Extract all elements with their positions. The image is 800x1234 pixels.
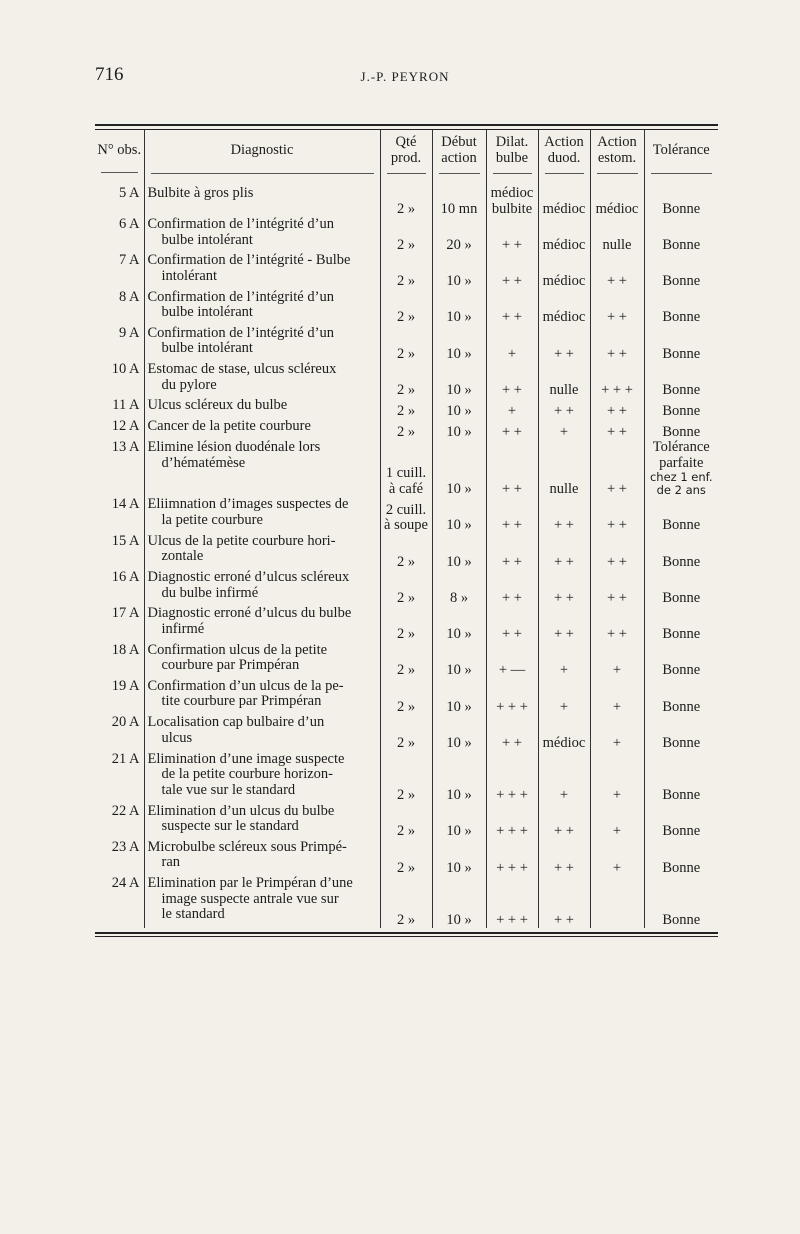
action-estom-cell: + — [590, 840, 644, 876]
dilat-cell: + + — [486, 440, 538, 497]
diagnostic-cell — [144, 497, 380, 533]
obs-number-cell: 23 A — [111, 838, 140, 855]
debut-cell: 8 » — [432, 570, 486, 606]
action-duod-cell: + — [538, 419, 590, 440]
diagnostic-line: Ulcus de la petite courbure hori- — [147, 532, 336, 549]
diagnostic-line: Confirmation de l’intégrité d’un — [147, 216, 334, 232]
obs-number-cell: 14 A — [111, 496, 140, 513]
obs-number-cell: 10 A — [111, 361, 140, 378]
action-duod-cell: médioc — [538, 290, 590, 326]
obs-number-cell: 11 A — [112, 397, 140, 414]
tolerance-note: chez 1 enf. de 2 ans — [649, 470, 713, 498]
debut-cell: 10 » — [432, 290, 486, 326]
debut-cell: 10 » — [432, 876, 486, 928]
diagnostic-line: infirmé — [161, 620, 205, 637]
debut-cell: 10 » — [432, 419, 486, 440]
header-tolerance: Tolérance — [644, 130, 718, 172]
action-duod-cell: + + — [538, 534, 590, 570]
header-diagnostic: Diagnostic — [144, 130, 380, 172]
qte-cell: 2 » — [380, 253, 432, 289]
tolerance-text: Bonne — [662, 698, 701, 715]
diagnostic-line: courbure par Primpéran — [161, 657, 300, 674]
action-estom-cell: + + — [590, 606, 644, 642]
diagnostic-line: Microbulbe scléreux sous Primpé- — [147, 838, 347, 855]
debut-cell: 10 » — [432, 606, 486, 642]
table-row — [95, 186, 718, 217]
action-duod-cell: nulle — [538, 440, 590, 497]
debut-cell: 10 » — [432, 497, 486, 533]
table-header-row — [95, 130, 718, 172]
action-duod-cell: + + — [538, 840, 590, 876]
diagnostic-cell — [144, 398, 380, 419]
debut-cell: 10 » — [432, 752, 486, 804]
action-estom-cell: + + — [590, 290, 644, 326]
dilat-cell: + — — [486, 643, 538, 679]
diagnostic-line: suspecte sur le standard — [161, 818, 299, 835]
action-estom-cell: + + — [590, 326, 644, 362]
action-estom-cell: médioc — [590, 186, 644, 217]
diagnostic-line: intolérant — [161, 267, 218, 284]
separator-cell — [538, 172, 590, 186]
diagnostic-line: du bulbe infirmé — [161, 584, 259, 601]
diagnostic-line: Confirmation de l’intégrité d’un — [147, 288, 334, 305]
diagnostic-line: Ulcus scléreux du bulbe — [147, 397, 288, 414]
qte-cell: 2 » — [380, 679, 432, 715]
tolerance-text: Bonne — [662, 823, 701, 840]
dilat-cell: + + + — [486, 840, 538, 876]
table-row — [95, 840, 718, 876]
qte-cell: 2 » — [380, 570, 432, 606]
tolerance-text: Bonne — [662, 273, 701, 290]
table-top-rule — [95, 124, 718, 126]
obs-number-cell: 5 A — [118, 185, 140, 201]
obs-number-cell: 22 A — [111, 802, 140, 819]
qte-cell: 2 » — [380, 326, 432, 362]
diagnostic-line: du pylore — [161, 376, 217, 393]
action-duod-cell: médioc — [538, 253, 590, 289]
diagnostic-line: Confirmation de l’intégrité d’un — [147, 324, 334, 341]
diagnostic-line: le standard — [161, 906, 225, 923]
table-bottom-rule-thin — [95, 936, 718, 937]
tolerance-cell — [644, 440, 718, 497]
tolerance-cell — [644, 419, 718, 440]
diagnostic-line: zontale — [161, 548, 204, 565]
page-number: 716 — [95, 64, 124, 85]
qte-cell: 2 » — [380, 752, 432, 804]
separator-line — [439, 173, 480, 186]
tolerance-text: Bonne — [662, 589, 701, 606]
tolerance-cell — [644, 497, 718, 533]
dilat-cell: + + — [486, 534, 538, 570]
tolerance-cell — [644, 876, 718, 928]
tolerance-text: Bonne — [662, 553, 701, 570]
diagnostic-line: Confirmation de l’intégrité - Bulbe — [147, 252, 351, 269]
diagnostic-cell — [144, 534, 380, 570]
tolerance-cell — [644, 606, 718, 642]
action-estom-cell: + — [590, 752, 644, 804]
action-duod-cell: + + — [538, 326, 590, 362]
action-duod-cell: + — [538, 643, 590, 679]
diagnostic-line: d’hématémèse — [161, 454, 246, 471]
debut-cell: 10 » — [432, 253, 486, 289]
tolerance-text: Bonne — [662, 345, 701, 362]
dilat-cell: + + — [486, 217, 538, 253]
obs-number-cell: 6 A — [118, 216, 140, 232]
diagnostic-line: Elimination d’un ulcus du bulbe — [147, 802, 335, 819]
qte-cell: 2 » — [380, 643, 432, 679]
obs-number-cell: 13 A — [111, 439, 140, 456]
table-row — [95, 253, 718, 289]
diagnostic-line: image suspecte antrale vue sur — [161, 890, 339, 907]
obs-number-cell: 15 A — [111, 532, 140, 549]
table-row — [95, 752, 718, 804]
table-row — [95, 606, 718, 642]
table-row — [95, 643, 718, 679]
tolerance-text: Bonne — [662, 735, 701, 752]
debut-cell: 10 » — [432, 804, 486, 840]
action-estom-cell: + + — [590, 253, 644, 289]
table-row — [95, 398, 718, 419]
table-bottom-rule — [95, 932, 718, 934]
debut-cell: 10 » — [432, 362, 486, 398]
action-estom-cell: + + — [590, 419, 644, 440]
header-dilat: Dilat. bulbe — [486, 130, 538, 172]
diagnostic-line: la petite courbure — [161, 511, 263, 528]
tolerance-text: Bonne — [662, 626, 701, 643]
action-duod-cell: + + — [538, 398, 590, 419]
tolerance-cell — [644, 253, 718, 289]
separator-cell — [144, 172, 380, 186]
observations-table — [95, 130, 718, 928]
qte-cell: 2 » — [380, 840, 432, 876]
tolerance-text: Bonne — [662, 911, 701, 928]
tolerance-cell — [644, 643, 718, 679]
action-estom-cell: + — [590, 643, 644, 679]
header-debut: Début action — [432, 130, 486, 172]
diagnostic-line: Estomac de stase, ulcus scléreux — [147, 361, 337, 378]
header-action-duod: Action duod. — [538, 130, 590, 172]
action-duod-cell: + + — [538, 876, 590, 928]
obs-number-cell: 24 A — [111, 875, 140, 892]
tolerance-text: Bonne — [662, 423, 701, 440]
diagnostic-line: Elimination par le Primpéran d’une — [147, 875, 353, 892]
tolerance-text: Tolérance parfaite — [652, 439, 710, 471]
header-no: N° obs. — [97, 142, 142, 158]
action-estom-cell: + — [590, 804, 644, 840]
diagnostic-line: Confirmation d’un ulcus de la pe- — [147, 677, 344, 694]
table-row — [95, 715, 718, 751]
qte-cell: 1 cuill. à café — [380, 440, 432, 497]
action-duod-cell: + — [538, 679, 590, 715]
separator-cell — [432, 172, 486, 186]
diagnostic-line: Bulbite à gros plis — [147, 185, 254, 201]
separator-cell — [95, 172, 144, 186]
action-duod-cell: + — [538, 752, 590, 804]
action-estom-cell: + + — [590, 570, 644, 606]
header-qte: Qté prod. — [380, 130, 432, 172]
obs-number-cell: 16 A — [111, 569, 140, 586]
diagnostic-line: Diagnostic erroné d’ulcus du bulbe — [147, 605, 352, 622]
qte-cell: 2 » — [380, 362, 432, 398]
diagnostic-cell — [144, 715, 380, 751]
separator-line — [101, 172, 138, 185]
diagnostic-line: Confirmation ulcus de la petite — [147, 641, 328, 658]
dilat-cell: + — [486, 398, 538, 419]
diagnostic-line: Elimine lésion duodénale lors — [147, 439, 321, 456]
action-duod-cell: nulle — [538, 362, 590, 398]
tolerance-text: Bonne — [662, 859, 701, 876]
dilat-cell: + + + — [486, 752, 538, 804]
table-row — [95, 534, 718, 570]
action-estom-cell: nulle — [590, 217, 644, 253]
dilat-cell: + — [486, 326, 538, 362]
table-row — [95, 419, 718, 440]
action-duod-cell: médioc — [538, 186, 590, 217]
action-estom-cell: + + — [590, 398, 644, 419]
action-estom-cell: + + — [590, 440, 644, 497]
debut-cell: 10 » — [432, 679, 486, 715]
dilat-cell: + + — [486, 419, 538, 440]
obs-number-cell: 7 A — [118, 252, 140, 269]
dilat-cell: + + — [486, 715, 538, 751]
debut-cell: 10 mn — [432, 186, 486, 217]
qte-cell: 2 » — [380, 186, 432, 217]
table-row — [95, 326, 718, 362]
table-row — [95, 440, 718, 497]
header-action-estom: Action estom. — [590, 130, 644, 172]
running-head: J.-P. PEYRON — [360, 69, 450, 84]
dilat-cell: + + — [486, 570, 538, 606]
separator-line — [387, 173, 426, 186]
diagnostic-cell — [144, 679, 380, 715]
debut-cell: 10 » — [432, 715, 486, 751]
tolerance-cell — [644, 362, 718, 398]
diagnostic-cell — [144, 840, 380, 876]
diagnostic-line: Diagnostic erroné d’ulcus scléreux — [147, 569, 350, 586]
table-row — [95, 362, 718, 398]
debut-cell: 10 » — [432, 440, 486, 497]
obs-number-cell: 19 A — [111, 677, 140, 694]
obs-number-cell: 18 A — [111, 641, 140, 658]
tolerance-text: Bonne — [662, 236, 701, 253]
tolerance-text: Bonne — [662, 787, 701, 804]
separator-line — [651, 173, 713, 186]
action-duod-cell: + + — [538, 570, 590, 606]
tolerance-cell — [644, 570, 718, 606]
diagnostic-cell — [144, 643, 380, 679]
action-estom-cell: + + + — [590, 362, 644, 398]
tolerance-cell — [644, 679, 718, 715]
tolerance-text: Bonne — [662, 517, 701, 534]
table-row — [95, 679, 718, 715]
debut-cell: 10 » — [432, 643, 486, 679]
separator-cell — [644, 172, 718, 186]
obs-number-cell: 8 A — [118, 288, 140, 305]
diagnostic-cell — [144, 186, 380, 217]
action-duod-cell: + + — [538, 497, 590, 533]
diagnostic-line: Eliimnation d’images suspectes de — [147, 496, 349, 513]
tolerance-text: Bonne — [662, 662, 701, 679]
dilat-cell: + + — [486, 497, 538, 533]
tolerance-text: Bonne — [662, 381, 701, 398]
diagnostic-cell — [144, 217, 380, 253]
tolerance-text: Bonne — [662, 200, 701, 217]
obs-number-cell: 20 A — [111, 714, 140, 731]
tolerance-cell — [644, 715, 718, 751]
dilat-cell: + + + — [486, 679, 538, 715]
diagnostic-cell — [144, 876, 380, 928]
table-row — [95, 290, 718, 326]
obs-number-cell: 12 A — [111, 418, 140, 435]
diagnostic-line: Localisation cap bulbaire d’un — [147, 714, 325, 731]
dilat-cell: + + — [486, 290, 538, 326]
diagnostic-line: bulbe intolérant — [161, 304, 253, 321]
qte-cell: 2 » — [380, 715, 432, 751]
action-duod-cell: médioc — [538, 715, 590, 751]
tolerance-cell — [644, 804, 718, 840]
diagnostic-cell — [144, 253, 380, 289]
table-row — [95, 804, 718, 840]
qte-cell: 2 cuill. à soupe — [380, 497, 432, 533]
qte-cell: 2 » — [380, 606, 432, 642]
action-estom-cell: + + — [590, 534, 644, 570]
obs-number-cell: 21 A — [111, 750, 140, 767]
qte-cell: 2 » — [380, 534, 432, 570]
tolerance-cell — [644, 186, 718, 217]
observations-table-container — [95, 124, 718, 937]
diagnostic-cell — [144, 606, 380, 642]
diagnostic-cell — [144, 752, 380, 804]
diagnostic-line: tite courbure par Primpéran — [161, 693, 322, 710]
tolerance-cell — [644, 752, 718, 804]
diagnostic-line: bulbe intolérant — [161, 231, 253, 248]
qte-cell: 2 » — [380, 398, 432, 419]
tolerance-cell — [644, 326, 718, 362]
action-duod-cell: + + — [538, 804, 590, 840]
separator-cell — [486, 172, 538, 186]
tolerance-cell — [644, 840, 718, 876]
tolerance-cell — [644, 398, 718, 419]
diagnostic-line: Cancer de la petite courbure — [147, 418, 311, 435]
debut-cell: 10 » — [432, 398, 486, 419]
dilat-cell: + + — [486, 362, 538, 398]
table-row — [95, 217, 718, 253]
tolerance-cell — [644, 217, 718, 253]
dilat-cell: + + + — [486, 804, 538, 840]
qte-cell: 2 » — [380, 876, 432, 928]
action-duod-cell: + + — [538, 606, 590, 642]
dilat-cell: médioc bulbite — [486, 186, 538, 217]
diagnostic-line: Elimination d’une image suspecte — [147, 750, 345, 767]
table-row — [95, 570, 718, 606]
diagnostic-line: ran — [161, 854, 181, 871]
debut-cell: 10 » — [432, 534, 486, 570]
obs-number-cell: 17 A — [111, 605, 140, 622]
diagnostic-cell — [144, 440, 380, 497]
separator-line — [597, 173, 638, 186]
diagnostic-line: bulbe intolérant — [161, 340, 253, 357]
diagnostic-line: de la petite courbure horizon- — [161, 766, 334, 783]
separator-cell — [380, 172, 432, 186]
diagnostic-cell — [144, 804, 380, 840]
tolerance-cell — [644, 290, 718, 326]
qte-cell: 2 » — [380, 804, 432, 840]
dilat-cell: + + — [486, 253, 538, 289]
header-separator-row — [95, 172, 718, 186]
action-estom-cell: + — [590, 715, 644, 751]
qte-cell: 2 » — [380, 290, 432, 326]
dilat-cell: + + + — [486, 876, 538, 928]
dilat-cell: + + — [486, 606, 538, 642]
obs-number-cell: 9 A — [118, 324, 140, 341]
separator-line — [545, 173, 584, 186]
tolerance-text: Bonne — [662, 402, 701, 419]
tolerance-cell — [644, 534, 718, 570]
action-estom-cell: + — [590, 679, 644, 715]
diagnostic-line: ulcus — [161, 729, 193, 746]
diagnostic-cell — [144, 419, 380, 440]
table-row — [95, 497, 718, 533]
debut-cell: 10 » — [432, 840, 486, 876]
action-duod-cell: médioc — [538, 217, 590, 253]
separator-cell — [590, 172, 644, 186]
diagnostic-cell — [144, 326, 380, 362]
qte-cell: 2 » — [380, 419, 432, 440]
debut-cell: 10 » — [432, 326, 486, 362]
diagnostic-cell — [144, 290, 380, 326]
diagnostic-cell — [144, 570, 380, 606]
tolerance-text: Bonne — [662, 309, 701, 326]
diagnostic-cell — [144, 362, 380, 398]
diagnostic-line: tale vue sur le standard — [161, 781, 296, 798]
debut-cell: 20 » — [432, 217, 486, 253]
action-estom-cell: + + — [590, 497, 644, 533]
action-estom-cell — [590, 876, 644, 928]
table-row — [95, 876, 718, 928]
qte-cell: 2 » — [380, 217, 432, 253]
